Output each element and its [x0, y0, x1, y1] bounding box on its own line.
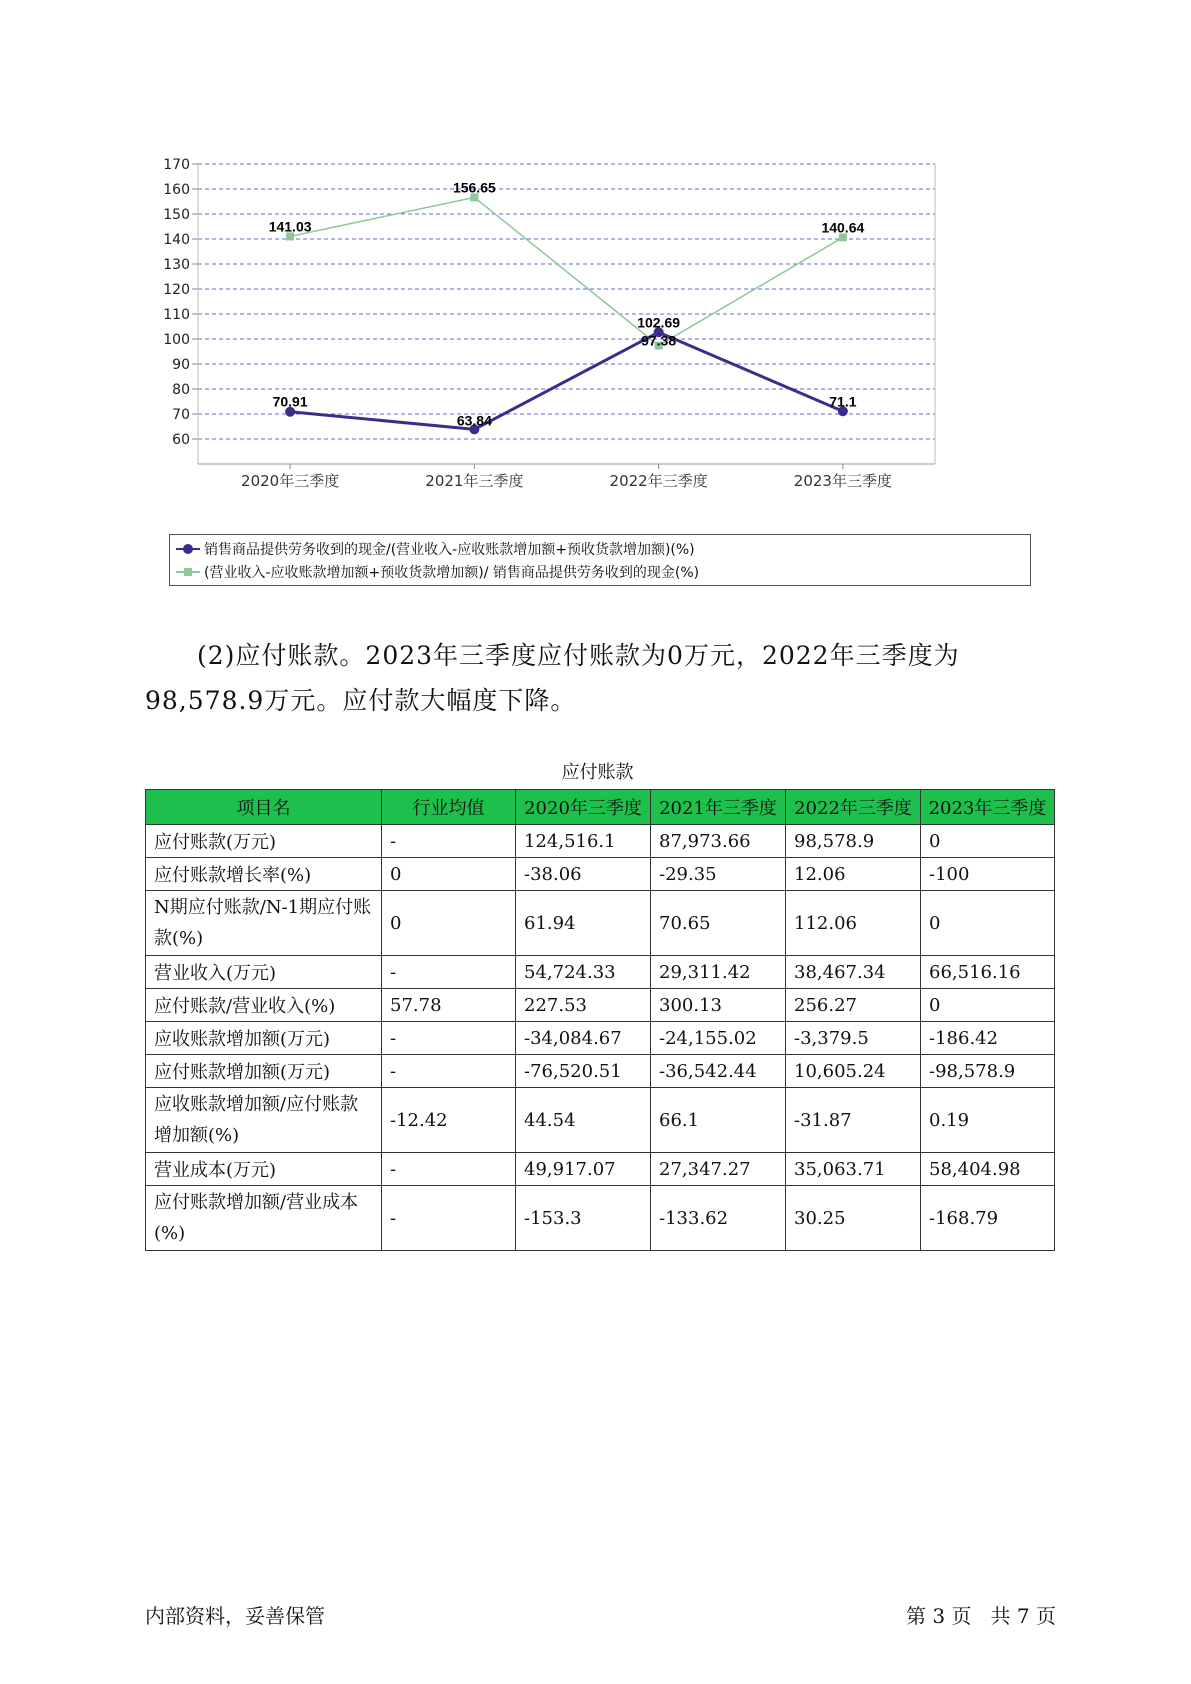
header-cell: 行业均值: [382, 790, 516, 825]
data-label: 140.64: [821, 219, 865, 236]
table-cell: 61.94: [516, 891, 651, 956]
table-cell: -29.35: [651, 858, 786, 891]
table-row: [146, 989, 1055, 1022]
x-tick-label: 2022年三季度: [609, 472, 708, 490]
body-paragraph: [145, 633, 1050, 723]
header-cell: 2020年三季度: [516, 790, 651, 825]
table-cell: 0.19: [921, 1088, 1055, 1153]
table-cell: -: [382, 956, 516, 989]
table-cell: -3,379.5: [786, 1022, 921, 1055]
table-cell: 27,347.27: [651, 1153, 786, 1186]
series-2-line: [290, 197, 843, 345]
data-label: 71.1: [829, 393, 857, 410]
y-tick-label: 100: [163, 332, 190, 348]
data-label: 102.69: [637, 314, 681, 331]
header-cell: 2021年三季度: [651, 790, 786, 825]
row-label-cell: 营业成本(万元): [146, 1153, 382, 1186]
y-tick-label: 150: [163, 207, 190, 223]
table-cell: 10,605.24: [786, 1055, 921, 1088]
table-cell: -100: [921, 858, 1055, 891]
table-cell: 66,516.16: [921, 956, 1055, 989]
table-caption: 应付账款: [561, 762, 634, 783]
y-tick-label: 80: [172, 382, 190, 398]
table-cell: -153.3: [516, 1186, 651, 1251]
table-cell: -: [382, 1055, 516, 1088]
table-cell: 227.53: [516, 989, 651, 1022]
table-row: [146, 858, 1055, 891]
x-tick-label: 2023年三季度: [793, 472, 892, 490]
table-cell: -168.79: [921, 1186, 1055, 1251]
chart-legend: [169, 534, 1031, 586]
table-row: [146, 956, 1055, 989]
table-cell: -38.06: [516, 858, 651, 891]
row-label-cell: 应付账款/营业收入(%): [146, 989, 382, 1022]
table-cell: 98,578.9: [786, 825, 921, 858]
table-cell: 66.1: [651, 1088, 786, 1153]
table-cell: 49,917.07: [516, 1153, 651, 1186]
table-cell: 44.54: [516, 1088, 651, 1153]
table-cell: 70.65: [651, 891, 786, 956]
table-cell: -186.42: [921, 1022, 1055, 1055]
table-cell: -: [382, 1022, 516, 1055]
header-cell: 2022年三季度: [786, 790, 921, 825]
table-cell: -34,084.67: [516, 1022, 651, 1055]
table-cell: 256.27: [786, 989, 921, 1022]
table-cell: 58,404.98: [921, 1153, 1055, 1186]
legend-label-series-2: (营业收入-应收账款增加额+预收货款增加额)/ 销售商品提供劳务收到的现金(%): [204, 565, 700, 581]
table-cell: -76,520.51: [516, 1055, 651, 1088]
table-cell: 38,467.34: [786, 956, 921, 989]
y-tick-label: 170: [163, 157, 190, 173]
accounts-payable-table: [145, 789, 1055, 1251]
y-tick-label: 60: [172, 432, 190, 448]
table-cell: 12.06: [786, 858, 921, 891]
table-cell: -98,578.9: [921, 1055, 1055, 1088]
footer-confidential-note: 内部资料，妥善保管: [145, 1604, 325, 1628]
table-cell: -12.42: [382, 1088, 516, 1153]
table-row: [146, 825, 1055, 858]
y-tick-label: 90: [172, 357, 190, 373]
footer-page-number: 第 3 页 共 7 页: [906, 1604, 1056, 1628]
header-cell: 2023年三季度: [921, 790, 1055, 825]
row-label-cell: 应付账款(万元): [146, 825, 382, 858]
series-1-line: [290, 332, 843, 429]
paragraph-line-2: 98,578.9万元。应付款大幅度下降。: [145, 686, 577, 715]
table-cell: 57.78: [382, 989, 516, 1022]
y-tick-label: 120: [163, 282, 190, 298]
table-row: [146, 1022, 1055, 1055]
table-row: [146, 1153, 1055, 1186]
legend-item-series-1: [176, 538, 695, 560]
table-cell: 300.13: [651, 989, 786, 1022]
table-cell: 0: [921, 891, 1055, 956]
row-label-cell: 营业收入(万元): [146, 956, 382, 989]
y-tick-label: 160: [163, 182, 190, 198]
row-label-cell: 应收账款增加额/应付账款增加额(%): [146, 1088, 382, 1153]
square-marker-icon: [176, 565, 200, 579]
table-row: [146, 1088, 1055, 1153]
y-tick-label: 70: [172, 407, 190, 423]
data-label: 70.91: [272, 393, 308, 410]
x-tick-label: 2021年三季度: [425, 472, 524, 490]
table-cell: 30.25: [786, 1186, 921, 1251]
header-cell: 项目名: [146, 790, 382, 825]
table-cell: -31.87: [786, 1088, 921, 1153]
table-row: [146, 891, 1055, 956]
table-cell: 35,063.71: [786, 1153, 921, 1186]
table-cell: 87,973.66: [651, 825, 786, 858]
line-chart: [150, 156, 1050, 590]
data-label: 97.38: [641, 332, 677, 349]
table-cell: 124,516.1: [516, 825, 651, 858]
table-cell: 54,724.33: [516, 956, 651, 989]
table-row: [146, 1055, 1055, 1088]
circle-marker-icon: [176, 542, 200, 556]
y-tick-label: 130: [163, 257, 190, 273]
table-cell: 0: [382, 858, 516, 891]
paragraph-line-1: (2)应付账款。2023年三季度应付账款为0万元，2022年三季度为: [197, 641, 960, 670]
table-cell: -: [382, 1186, 516, 1251]
row-label-cell: N期应付账款/N-1期应付账款(%): [146, 891, 382, 956]
row-label-cell: 应付账款增加额/营业成本(%): [146, 1186, 382, 1251]
legend-label-series-1: 销售商品提供劳务收到的现金/(营业收入-应收账款增加额+预收货款增加额)(%): [204, 542, 695, 558]
table-header-row: [146, 790, 1055, 825]
table-cell: 29,311.42: [651, 956, 786, 989]
table-cell: -: [382, 825, 516, 858]
data-label: 141.03: [268, 218, 312, 235]
row-label-cell: 应付账款增加额(万元): [146, 1055, 382, 1088]
table-cell: -: [382, 1153, 516, 1186]
data-label: 156.65: [452, 179, 496, 196]
data-label: 63.84: [456, 412, 492, 429]
x-tick-label: 2020年三季度: [241, 472, 340, 490]
row-label-cell: 应收账款增加额(万元): [146, 1022, 382, 1055]
table-cell: 112.06: [786, 891, 921, 956]
table-cell: 0: [382, 891, 516, 956]
table-cell: -133.62: [651, 1186, 786, 1251]
y-tick-label: 140: [163, 232, 190, 248]
table-cell: -24,155.02: [651, 1022, 786, 1055]
legend-item-series-2: [176, 561, 699, 583]
table-cell: 0: [921, 825, 1055, 858]
table-cell: -36,542.44: [651, 1055, 786, 1088]
row-label-cell: 应付账款增长率(%): [146, 858, 382, 891]
y-tick-label: 110: [163, 307, 190, 323]
table-row: [146, 1186, 1055, 1251]
table-cell: 0: [921, 989, 1055, 1022]
chart-canvas: [150, 156, 1050, 590]
